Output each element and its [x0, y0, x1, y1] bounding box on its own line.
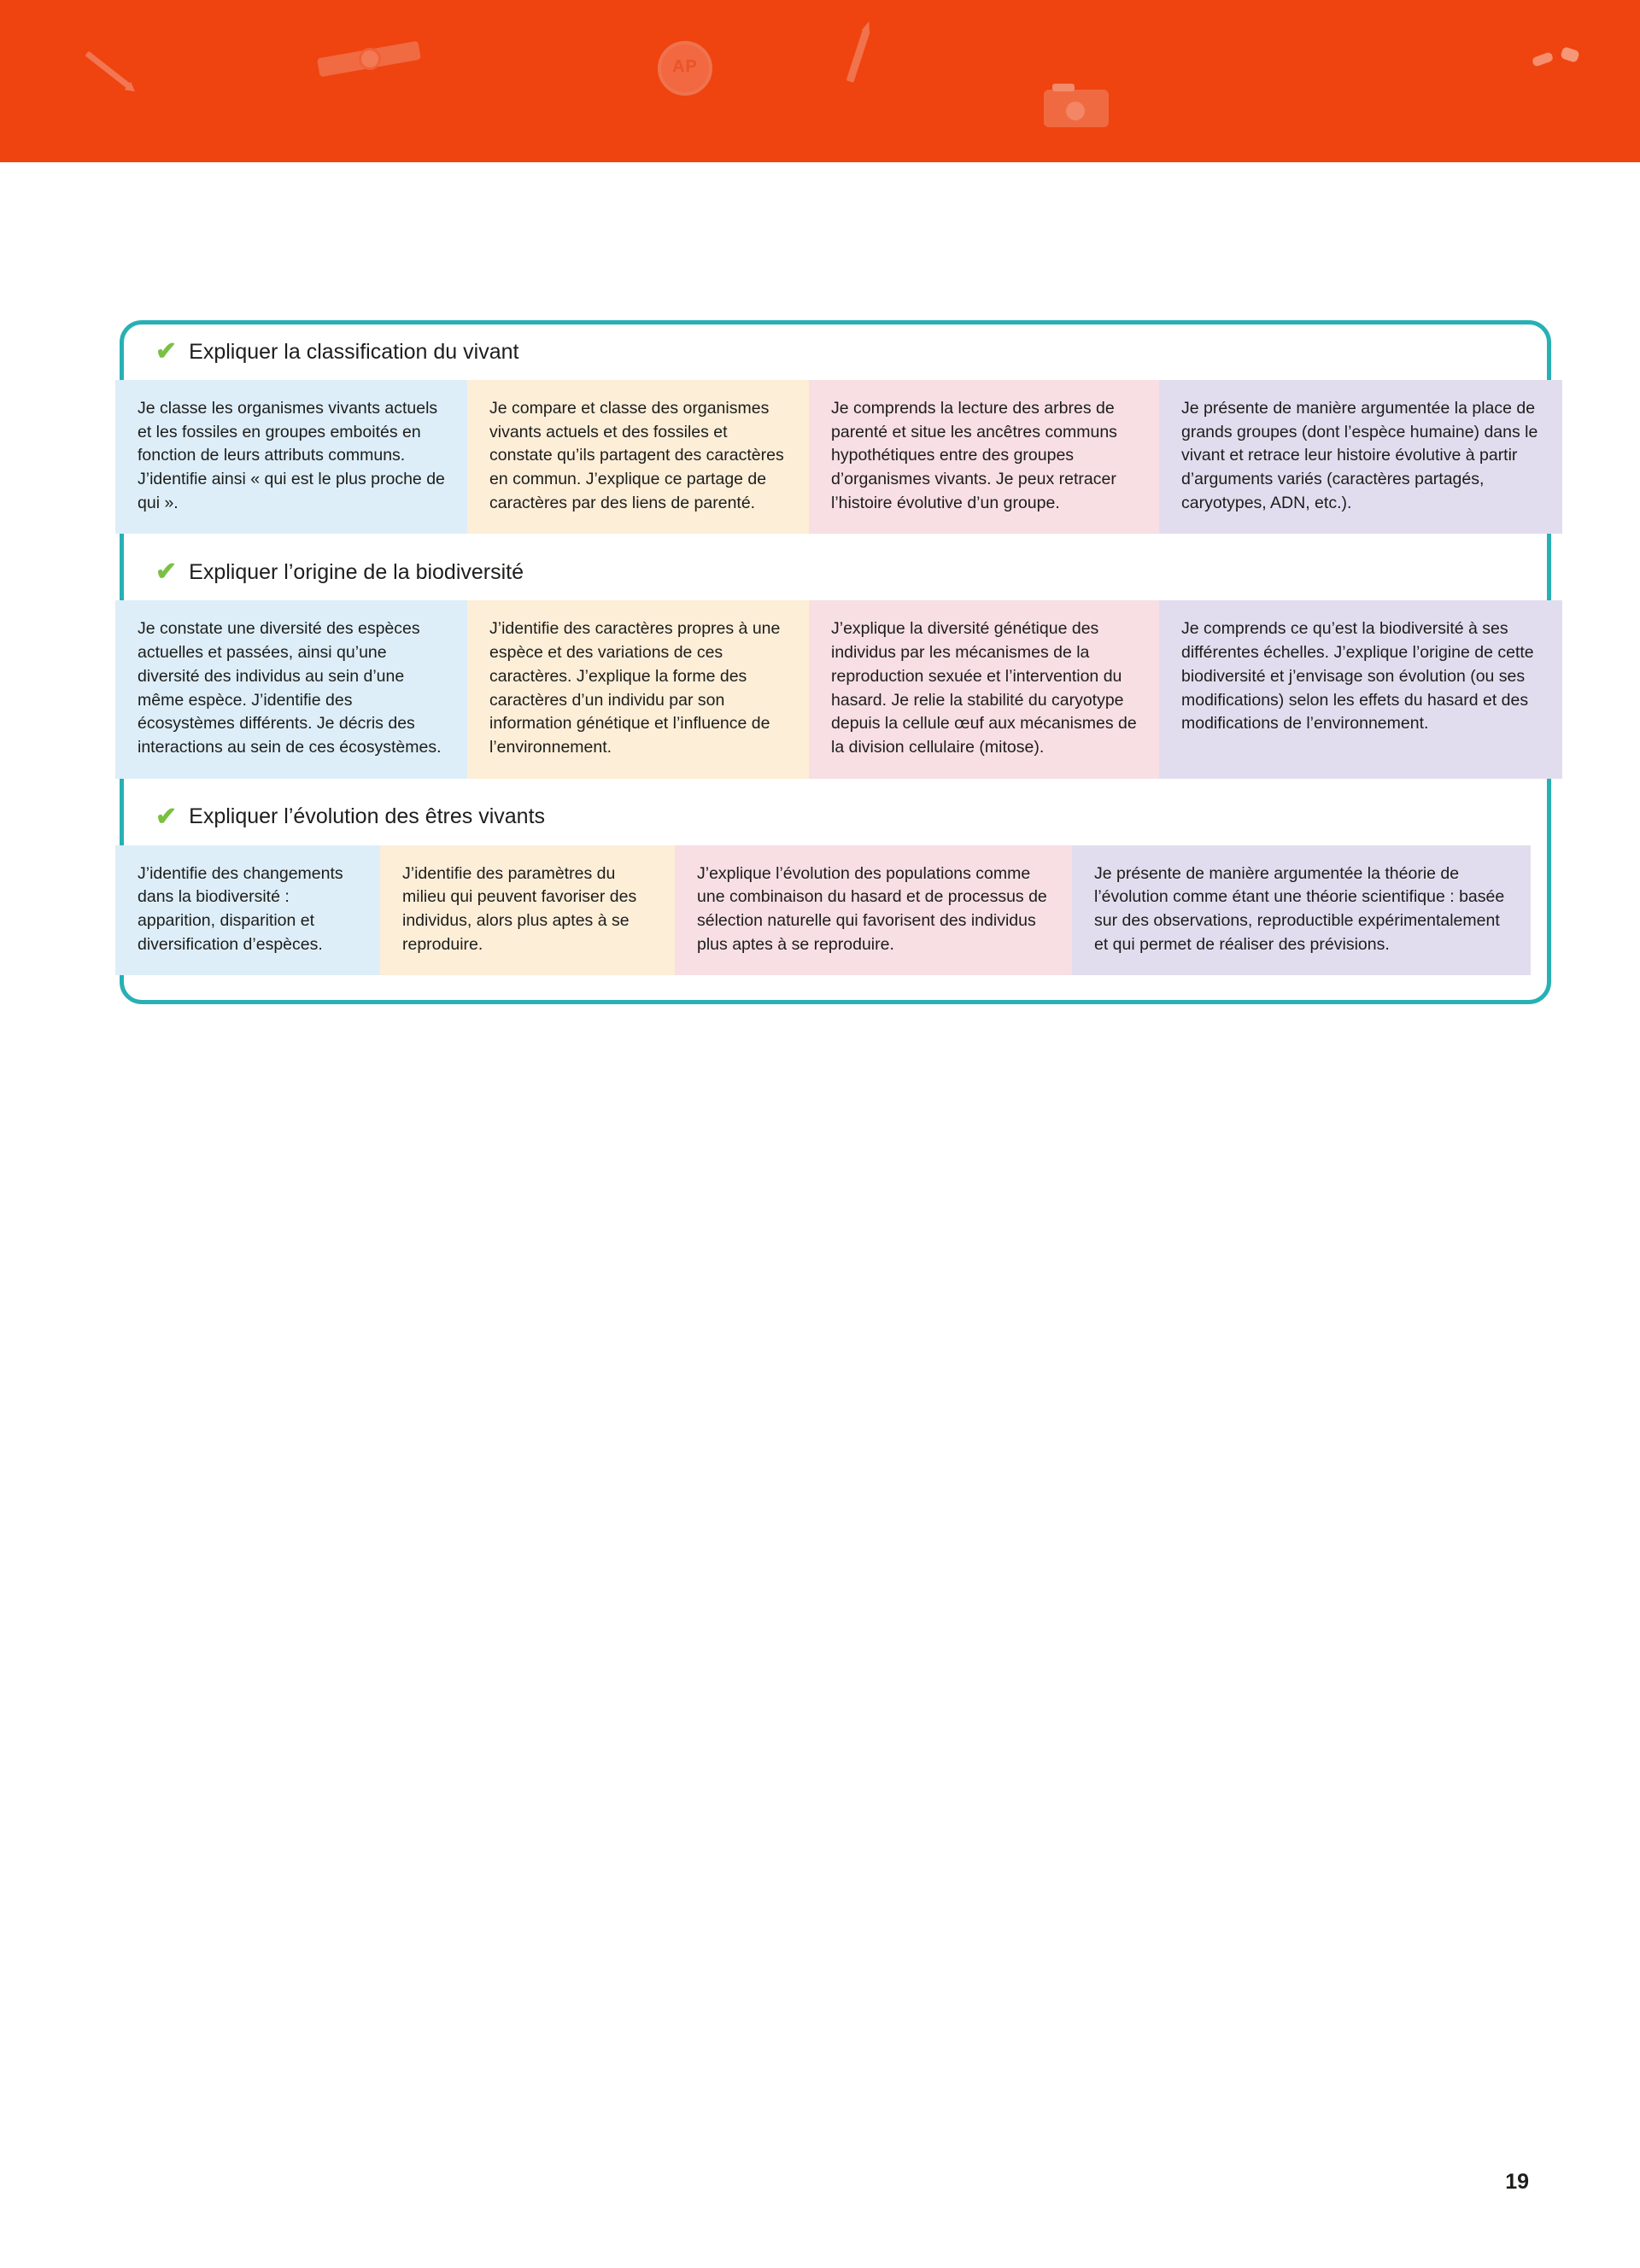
- medal-label: AP: [672, 57, 698, 76]
- medal-icon: [658, 41, 712, 96]
- level-cell-3: J’explique la diversité génétique des individus par les mécanismes de la reproduction sexuée et l’intervention du hasard. Je relie la stabilité du caryotype depuis la cellule œuf aux mécanismes de la division cellulaire (mitose).: [809, 600, 1159, 778]
- pen-icon: [846, 30, 870, 83]
- level-cell-1: Je classe les organismes vivants actuels et les fossiles en groupes emboités en fonction de leurs attributs communs. J’identifie ainsi « qui est le plus proche de qui ».: [115, 380, 467, 534]
- section-header: [120, 559, 1551, 585]
- level-band: [115, 845, 1562, 976]
- level-cell-2: J’identifie des paramètres du milieu qui peuvent favoriser des individus, alors plus aptes à se reproduire.: [380, 845, 675, 976]
- competency-card: [120, 320, 1551, 1004]
- section-header: [120, 804, 1551, 830]
- section-header: [120, 339, 1551, 365]
- level-cell-2: Je compare et classe des organismes vivants actuels et des fossiles et constate qu’ils partagent des caractères en commun. J’explique ce partage de caractères par des liens de parenté.: [467, 380, 809, 534]
- page-number: 19: [1505, 2170, 1529, 2194]
- competency-section: [120, 804, 1551, 976]
- check-icon: ✔: [155, 558, 178, 587]
- chalk-icon: [1532, 51, 1554, 67]
- section-title: Expliquer l’évolution des êtres vivants: [189, 804, 546, 829]
- competency-section: [120, 559, 1551, 778]
- check-icon: ✔: [155, 802, 178, 831]
- level-cell-1: J’identifie des changements dans la biodiversité : apparition, disparition et diversification d’espèces.: [115, 845, 380, 976]
- level-cell-2: J’identifie des caractères propres à une espèce et des variations de ces caractères. J’explique la forme des caractères d’un individu par son information génétique et l’influence de l’environnement.: [467, 600, 809, 778]
- camera-icon: [1044, 90, 1109, 127]
- level-cell-3: J’explique l’évolution des populations comme une combinaison du hasard et de processus de sélection naturelle qui favorisent des individus plus aptes à se reproduire.: [675, 845, 1072, 976]
- level-cell-4: Je présente de manière argumentée la place de grands groupes (dont l’espèce humaine) dans le vivant et retrace leur histoire évolutive à partir d’arguments variés (caractères partagés, caryotypes, ADN, etc.).: [1159, 380, 1562, 534]
- check-icon: ✔: [155, 337, 178, 365]
- section-title: Expliquer l’origine de la biodiversité: [189, 559, 524, 584]
- pencil-icon: [85, 51, 130, 89]
- page-banner: [0, 0, 1640, 162]
- diploma-icon: [318, 43, 420, 79]
- chalk-icon: [1560, 46, 1579, 62]
- level-band: [115, 380, 1562, 534]
- level-cell-4: Je comprends ce qu’est la biodiversité à ses différentes échelles. J’explique l’origine de cette biodiversité et j’envisage son évolution (ou ses modifications) selon les effets du hasard et des modifications de l’environnement.: [1159, 600, 1562, 778]
- competency-section: [120, 339, 1551, 534]
- level-cell-1: Je constate une diversité des espèces actuelles et passées, ainsi qu’une diversité des individus au sein d’une même espèce. J’identifie des écosystèmes différents. Je décris des interactions au sein de ces écosystèmes.: [115, 600, 467, 778]
- level-band: [115, 600, 1562, 778]
- level-cell-4: Je présente de manière argumentée la théorie de l’évolution comme étant une théorie scientifique : basée sur des observations, reproductible expérimentalement et qui permet de réaliser des prévisions.: [1072, 845, 1531, 976]
- section-title: Expliquer la classification du vivant: [189, 339, 519, 364]
- level-cell-3: Je comprends la lecture des arbres de parenté et situe les ancêtres communs hypothétiques entre des groupes d’organismes vivants. Je peux retracer l’histoire évolutive d’un groupe.: [809, 380, 1159, 534]
